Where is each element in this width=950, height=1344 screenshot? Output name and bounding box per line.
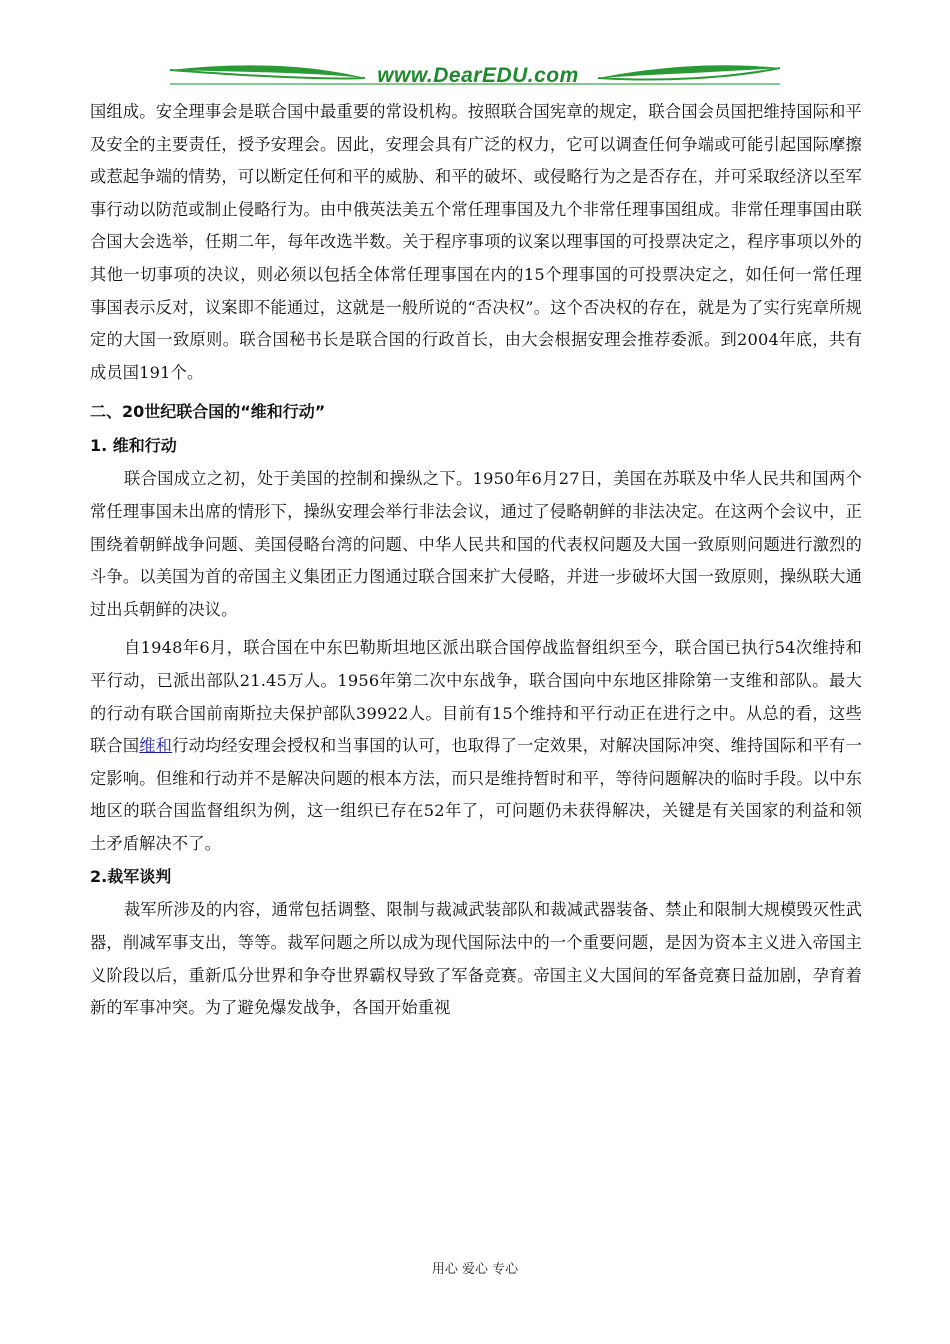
- subheading-disarmament: 2.裁军谈判: [90, 867, 172, 887]
- subheading-peacekeeping: 1. 维和行动: [90, 436, 177, 456]
- paragraph-text-part: 行动均经安理会授权和当事国的认可，也取得了一定效果，对解决国际冲突、维持国际和平有一定影响。但维和行动并不是解决问题的根本方法，而只是维持暂时和平，等待问题解决的临时手段。以中东地区的联合国监督组织为例，这一组织已存在52年了，可问题仍未获得解决，关键是有关国家的利益和领土矛盾解决不了。: [90, 736, 862, 853]
- site-logo-text[interactable]: www.DearEDU.com: [377, 64, 579, 87]
- site-header: [160, 56, 790, 100]
- paragraph-peacekeeping-operations: [90, 632, 862, 860]
- paragraph-text-part: 自1948年6月，联合国在中东巴勒斯坦地区派出联合国停战监督组织至今，联合国已执行54次维持和平行动，已派出部队21.45万人。1956年第二次中东战争，联合国向中东地区排除第一支维和部队。最大的行动有联合国前南斯拉夫保护部队39922人。目前有15个维持和平行动正在进行之中。从总的看，这些联合国: [90, 638, 862, 756]
- paragraph-security-council: 国组成。安全理事会是联合国中最重要的常设机构。按照联合国宪章的规定，联合国会员国把维持国际和平及安全的主要责任，授予安理会。因此，安理会具有广泛的权力，它可以调查任何争端或可能引起国际摩擦或惹起争端的情势，可以断定任何和平的威胁、和平的破坏、或侵略行为之是否存在，并可采取经济以至军事行动以防范或制止侵略行为。由中俄英法美五个常任理事国及九个非常任理事国组成。非常任理事国由联合国大会选举，任期二年，每年改选半数。关于程序事项的议案以理事国的可投票决定之，程序事项以外的其他一切事项的决议，则必须以包括全体常任理事国在内的15个理事国的可投票决定之，如任何一常任理事国表示反对，议案即不能通过，这就是一般所说的“否决权”。这个否决权的存在，就是为了实行宪章所规定的大国一致原则。联合国秘书长是联合国的行政首长，由大会根据安理会推荐委派。到2004年底，共有成员国191个。: [90, 102, 862, 382]
- section-heading-peacekeeping: 二、20世纪联合国的“维和行动”: [90, 402, 326, 422]
- page-footer: 用心 爱心 专心: [431, 1262, 519, 1277]
- paragraph-un-early-years: 联合国成立之初，处于美国的控制和操纵之下。1950年6月27日，美国在苏联及中华人民共和国两个常任理事国未出席的情形下，操纵安理会举行非法会议，通过了侵略朝鲜的非法决定。在这两个会议中，正围绕着朝鲜战争问题、美国侵略台湾的问题、中华人民共和国的代表权问题及大国一致原则问题进行激烈的斗争。以美国为首的帝国主义集团正力图通过联合国来扩大侵略，并进一步破坏大国一致原则，操纵联大通过出兵朝鲜的决议。: [90, 469, 862, 619]
- document-body: [90, 96, 862, 1025]
- paragraph-disarmament: 裁军所涉及的内容，通常包括调整、限制与裁减武装部队和裁减武器装备、禁止和限制大规模毁灭性武器，削减军事支出，等等。裁军问题之所以成为现代国际法中的一个重要问题，是因为资本主义进入帝国主义阶段以后，重新瓜分世界和争夺世界霸权导致了军备竞赛。帝国主义大国间的军备竞赛日益加剧，孕育着新的军事冲突。为了避免爆发战争，各国开始重视: [90, 900, 862, 1018]
- peacekeeping-link[interactable]: 维和: [139, 736, 173, 756]
